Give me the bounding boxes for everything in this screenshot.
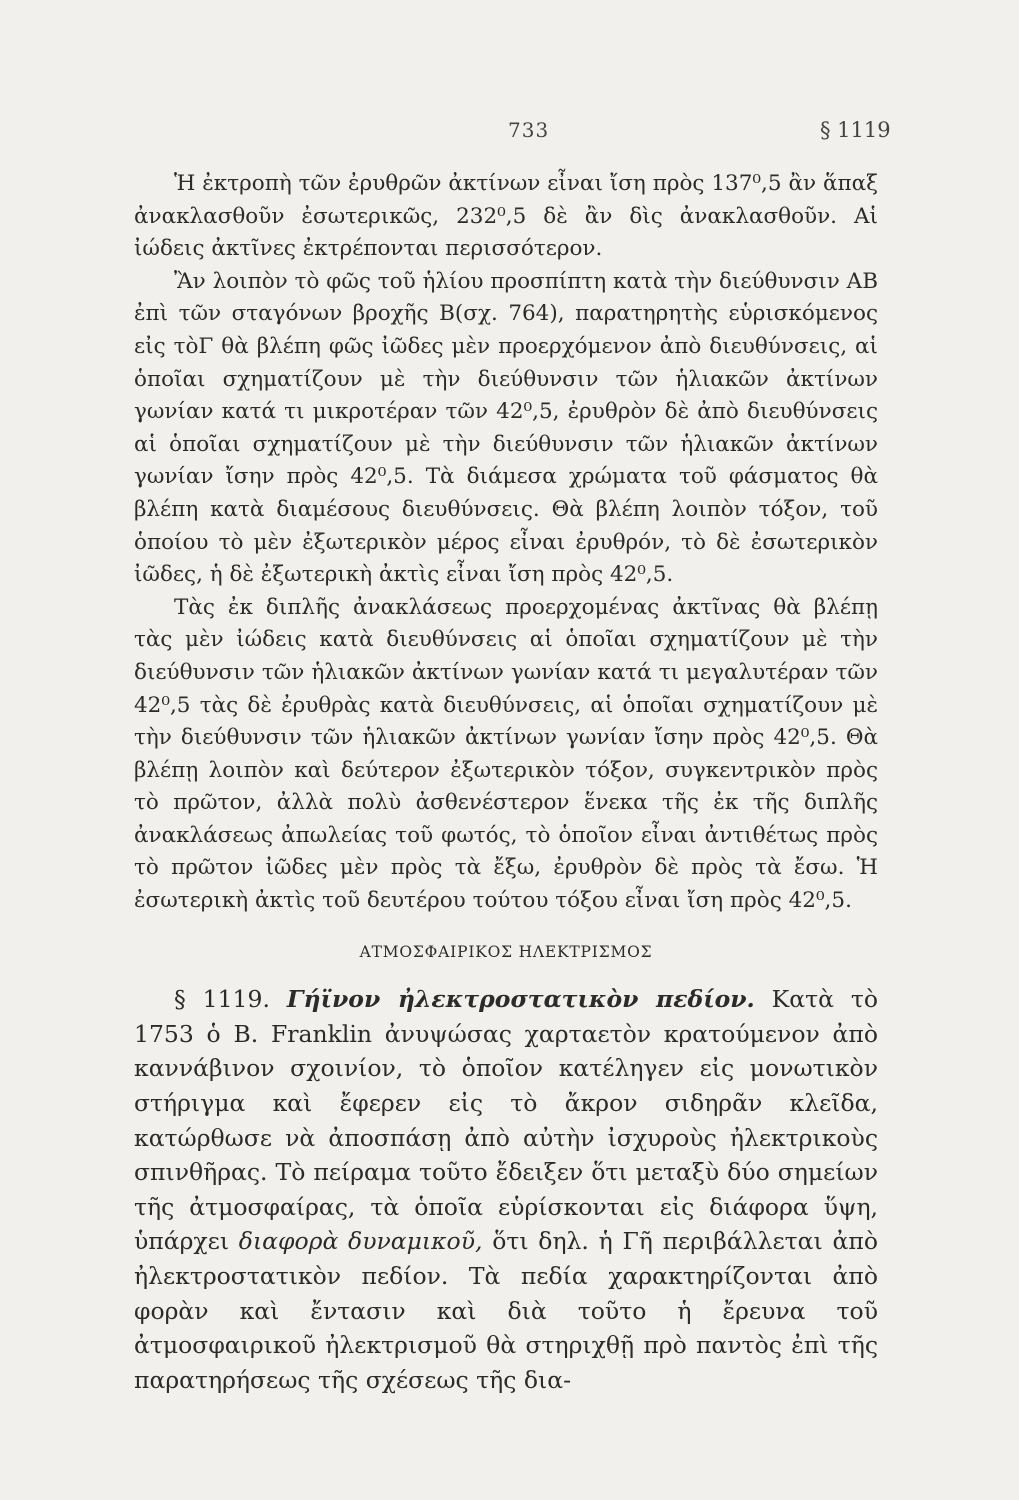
section-title: Γήϊνον ἠλεκτροστατικὸν πεδίον.: [286, 985, 755, 1014]
section-heading: ΑΤΜΟΣΦΑΙΡΙΚΟΣ ΗΛΕΚΤΡΙΣΜΟΣ: [359, 942, 653, 961]
section-italic-phrase: διαφορὰ δυναμικοῦ,: [238, 1227, 483, 1256]
paragraph-primary-rainbow: Ἂν λοιπὸν τὸ φῶς τοῦ ἡλίου προσπίπτη κατὰ τὴν διεύθυνσιν ΑΒ ἐπὶ τῶν σταγόνων βροχῆς Β(σχ. 764), παρατηρητὴς εὑρισκόμενος εἰς τὸΓ θὰ βλέπη φῶς ἰῶδες μὲν προερχόμενον ἀπὸ διευθύνσεις, αἱ ὁποῖαι σχηματίζουν μὲ τὴν διεύθυνσιν τῶν ἡλιακῶν ἀκτίνων γωνίαν κατά τι μικροτέραν τῶν 42⁰,5, ἐρυθρὸν δὲ ἀπὸ διευθύνσεις αἱ ὁποῖαι σχηματίζουν μὲ τὴν διεύθυνσιν τῶν ἡλιακῶν ἀκτίνων γωνίαν ἴσην πρὸς 42⁰,5. Τὰ διάμεσα χρώματα τοῦ φάσματος θὰ βλέπη κατὰ διαμέσους διευθύνσεις. Θὰ βλέπη λοιπὸν τόξον, τοῦ ὁποίου τὸ μὲν ἐξωτερικὸν μέρος εἶναι ἐρυθρόν, τὸ δὲ ἐσωτερικὸν ἰῶδες, ἡ δὲ ἐξωτερικὴ ἀκτὶς εἶναι ἴση πρὸς 42⁰,5.: [134, 268, 878, 588]
paragraph-deflection: Ἡ ἐκτροπὴ τῶν ἐρυθρῶν ἀκτίνων εἶναι ἴση πρὸς 137⁰,5 ἂν ἅπαξ ἀνακλασθοῦν ἐσωτερικῶς, 232⁰,5 δὲ ἂν δὶς ἀνακλασθοῦν. Αἱ ἰώδεις ἀκτῖνες ἐκτρέπονται περισσότερον.: [134, 171, 878, 262]
page-number: 733: [508, 118, 550, 142]
section-number: § 1119.: [174, 985, 270, 1014]
paragraph-secondary-rainbow: Τὰς ἐκ διπλῆς ἀνακλάσεως προερχομένας ἀκτῖνας θὰ βλέπῃ τὰς μὲν ἰώδεις κατὰ διευθύνσεις αἱ ὁποῖαι σχηματίζουν μὲ τὴν διεύθυνσιν τῶν ἡλιακῶν ἀκτίνων γωνίαν κατά τι μεγαλυτέραν τῶν 42⁰,5 τὰς δὲ ἐρυθρὰς κατὰ διευθύνσεις, αἱ ὁποῖαι σχηματίζουν μὲ τὴν διεύθυνσιν τῶν ἡλιακῶν ἀκτίνων γωνίαν ἴσην πρὸς 42⁰,5. Θὰ βλέπῃ λοιπὸν καὶ δεύτερον ἐξωτερικὸν τόξον, συγκεντρικὸν πρὸς τὸ πρῶτον, ἀλλὰ πολὺ ἀσθενέστερον ἕνεκα τῆς ἐκ τῆς διπλῆς ἀνακλάσεως ἀπωλείας τοῦ φωτός, τὸ ὁποῖον εἶναι ἀντιθέτως πρὸς τὸ πρῶτον ἰῶδες μὲν πρὸς τὰ ἔξω, ἐρυθρὸν δὲ πρὸς τὰ ἔσω. Ἡ ἐσωτερικὴ ἀκτὶς τοῦ δευτέρου τούτου τόξου εἶναι ἴση πρὸς 42⁰,5.: [134, 594, 878, 914]
section-text-part-2: ὅτι δηλ. ἡ Γῆ περιβάλλεται ἀπὸ ἠλεκτροστατικὸν πεδίον. Τὰ πεδία χαρακτηρίζονται ἀπὸ φορὰν καὶ ἔντασιν καὶ διὰ τοῦτο ἡ ἔρευνα τοῦ ἀτμοσφαιρικοῦ ἠλεκτρισμοῦ θὰ στηριχθῇ πρὸ παντὸς ἐπὶ τῆς παρατηρήσεως τῆς σχέσεως τῆς δια-: [134, 1227, 878, 1394]
section-text-part-1: Κατὰ τὸ 1753 ὁ B. Franklin ἀνυψώσας χαρταετὸν κρατούμενον ἀπὸ καννάβινον σχοινίον, τὸ ὁποῖον κατέληγεν εἰς μονωτικὸν στήριγμα καὶ ἔφερεν εἰς τὸ ἄκρον σιδηρᾶν κλεῖδα, κατώρθωσε νὰ ἀποσπάσῃ ἀπὸ αὐτὴν ἰσχυροὺς ἠλεκτρικοὺς σπινθῆρας. Τὸ πείραμα τοῦτο ἔδειξεν ὅτι μεταξὺ δύο σημείων τῆς ἀτμοσφαίρας, τὰ ὁποῖα εὑρίσκονται εἰς διάφορα ὕψη, ὑπάρχει: [134, 985, 878, 1256]
body-text: [134, 168, 878, 1397]
running-section-reference: § 1119: [820, 118, 891, 142]
paragraph-section-1119: [134, 982, 878, 1397]
page-header: [0, 118, 1019, 158]
